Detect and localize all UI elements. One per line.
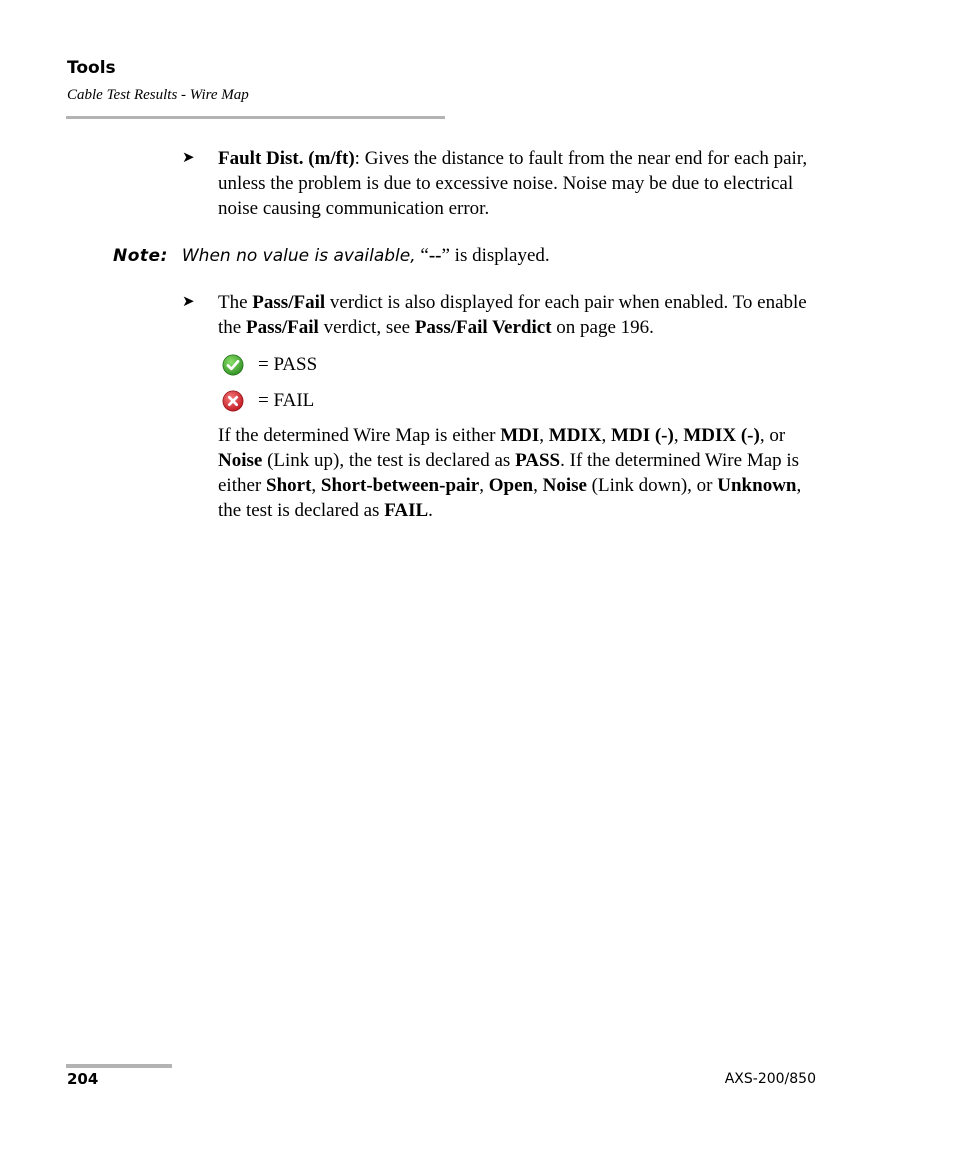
note (113, 243, 550, 269)
verdict-text: verdict, see (318, 317, 415, 338)
verdict-bold: Pass/Fail (245, 317, 319, 338)
det-bold: MDI (-) (611, 425, 674, 446)
det-text: , (601, 425, 612, 446)
det-bold: Open (488, 475, 534, 496)
fault-dist-paragraph (218, 146, 823, 221)
det-text: , the test is declared as (218, 475, 802, 521)
det-bold: Noise (218, 450, 263, 471)
bullet-arrow-icon: ➤ (182, 294, 195, 310)
note-quote-open: “ (415, 245, 429, 266)
page-number: 204 (67, 1070, 99, 1088)
det-text: . (428, 500, 433, 521)
det-bold: MDI (500, 425, 540, 446)
det-text: , (673, 425, 684, 446)
verdict-paragraph (218, 290, 823, 340)
section-title: Tools (67, 58, 116, 78)
det-bold: MDIX (548, 425, 602, 446)
det-text: , (539, 425, 549, 446)
fail-label: = FAIL (258, 390, 315, 411)
determination-paragraph (218, 423, 823, 523)
pass-check-icon (222, 354, 244, 376)
product-name: AXS-200/850 (724, 1071, 816, 1087)
fault-dist-term: Fault Dist. (m/ft) (218, 148, 355, 169)
legend-pass (222, 352, 317, 377)
det-bold: Short-between-pair (320, 475, 480, 496)
header-divider (66, 116, 445, 119)
det-bold: FAIL (384, 500, 429, 521)
legend-fail (222, 388, 314, 413)
det-text: , (311, 475, 321, 496)
pass-label: = PASS (258, 354, 318, 375)
verdict-text: The (218, 292, 253, 313)
note-label: Note: (113, 246, 168, 266)
det-text: , (479, 475, 489, 496)
det-text: If the determined Wire Map is either (218, 425, 501, 446)
fail-x-icon (222, 390, 244, 412)
note-italic-text: When no value is available, (181, 246, 416, 266)
det-text: (Link up), the test is declared as (262, 450, 516, 471)
bullet-arrow-icon: ➤ (182, 150, 195, 166)
footer-divider (66, 1064, 172, 1068)
verdict-bold: Pass/Fail (252, 292, 326, 313)
det-bold: Noise (542, 475, 587, 496)
det-text: , (533, 475, 543, 496)
subsection-title: Cable Test Results - Wire Map (67, 87, 249, 103)
det-text: . If the determined Wire Map is either (218, 450, 800, 496)
verdict-text: verdict is also displayed for each pair when enabled. To enable the (218, 292, 807, 338)
fault-dist-description: : Gives the distance to fault from the near end for each pair, unless the problem is due to excessive noise. Noise may be due to electrical noise causing communication error. (218, 148, 808, 219)
det-bold: Unknown (717, 475, 797, 496)
det-bold: Short (266, 475, 312, 496)
note-symbol: -- (428, 245, 442, 266)
det-text: , or (759, 425, 786, 446)
verdict-link-ref: Pass/Fail Verdict (414, 317, 552, 338)
det-bold: PASS (515, 450, 561, 471)
verdict-text: on page 196. (551, 317, 654, 338)
det-text: (Link down), or (586, 475, 718, 496)
note-rest: ” is displayed. (441, 245, 550, 266)
det-bold: MDIX (-) (683, 425, 760, 446)
